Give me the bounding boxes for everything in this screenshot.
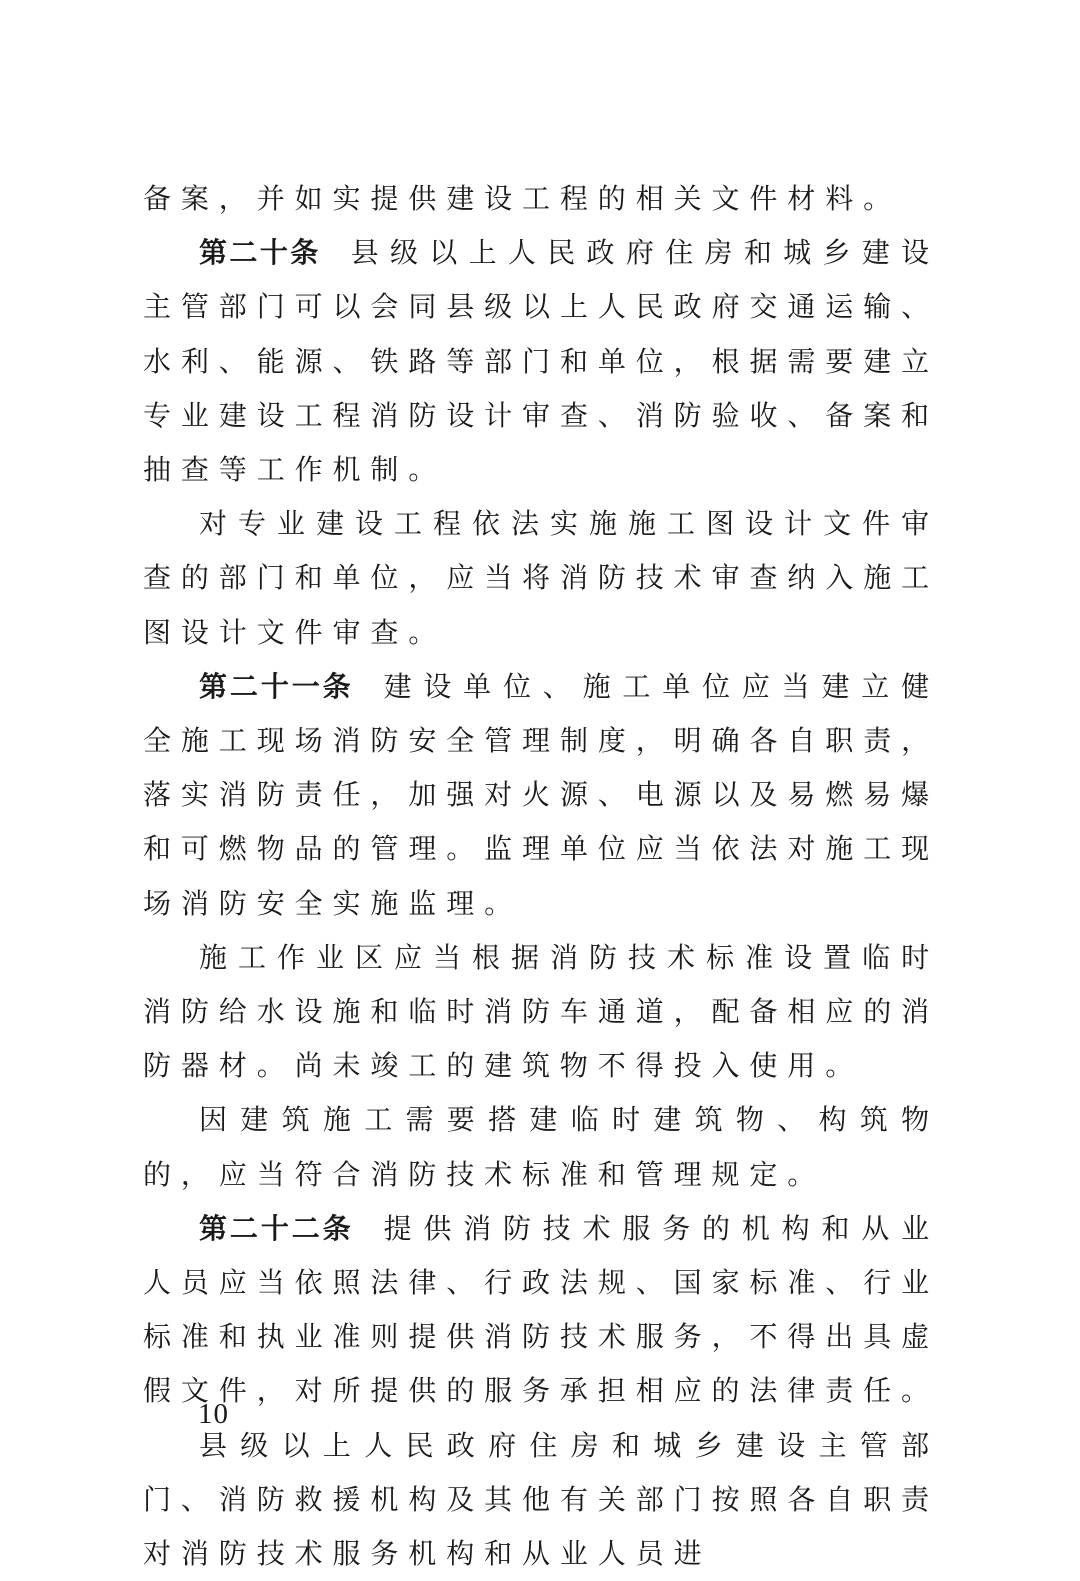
paragraph-text: 对专业建设工程依法实施施工图设计文件审查的部门和单位，应当将消防技术审查纳入施工图设计文件审查。 — [143, 507, 939, 649]
paragraph-text: 施工作业区应当根据消防技术标准设置临时消防给水设施和临时消防车通道，配备相应的消防器材。尚未竣工的建筑物不得投入使用。 — [143, 940, 939, 1083]
paragraph-text: 因建筑施工需要搭建临时建筑物、构筑物的，应当符合消防技术标准和管理规定。 — [143, 1103, 939, 1191]
paragraph-text: 县级以上人民政府住房和城乡建设主管部门可以会同县级以上人民政府交通运输、水利、能源、铁路等部门和单位，根据需要建立专业建设工程消防设计审查、消防验收、备案和抽查等工作机制。 — [143, 236, 939, 487]
article-heading-22: 第二十二条 — [199, 1211, 354, 1245]
paragraph-text: 建设单位、施工单位应当建立健全施工现场消防安全管理制度，明确各自职责，落实消防责任，加强对火源、电源以及易燃易爆和可燃物品的管理。监理单位应当依法对施工现场消防安全实施监理。 — [143, 669, 939, 920]
paragraph-article-21 — [143, 660, 939, 931]
paragraph-5 — [143, 931, 939, 1094]
paragraph-text: 备案，并如实提供建设工程的相关文件材料。 — [143, 182, 902, 215]
article-heading-21: 第二十一条 — [199, 669, 354, 703]
paragraph-text: 提供消防技术服务的机构和从业人员应当依照法律、行政法规、国家标准、行业标准和执业准则提供消防技术服务，不得出具虚假文件，对所提供的服务承担相应的法律责任。 — [143, 1211, 939, 1408]
paragraph-article-20 — [143, 226, 939, 497]
page-number: 10 — [198, 1398, 229, 1430]
document-page — [143, 172, 939, 1581]
paragraph-6 — [143, 1093, 939, 1201]
paragraph-1 — [143, 172, 939, 226]
paragraph-text: 县级以上人民政府住房和城乡建设主管部门、消防救援机构及其他有关部门按照各自职责对消防技术服务机构和从业人员进 — [143, 1428, 939, 1571]
paragraph-3 — [143, 497, 939, 660]
paragraph-article-22 — [143, 1202, 939, 1419]
paragraph-8 — [143, 1419, 939, 1581]
article-heading-20: 第二十条 — [199, 236, 321, 270]
